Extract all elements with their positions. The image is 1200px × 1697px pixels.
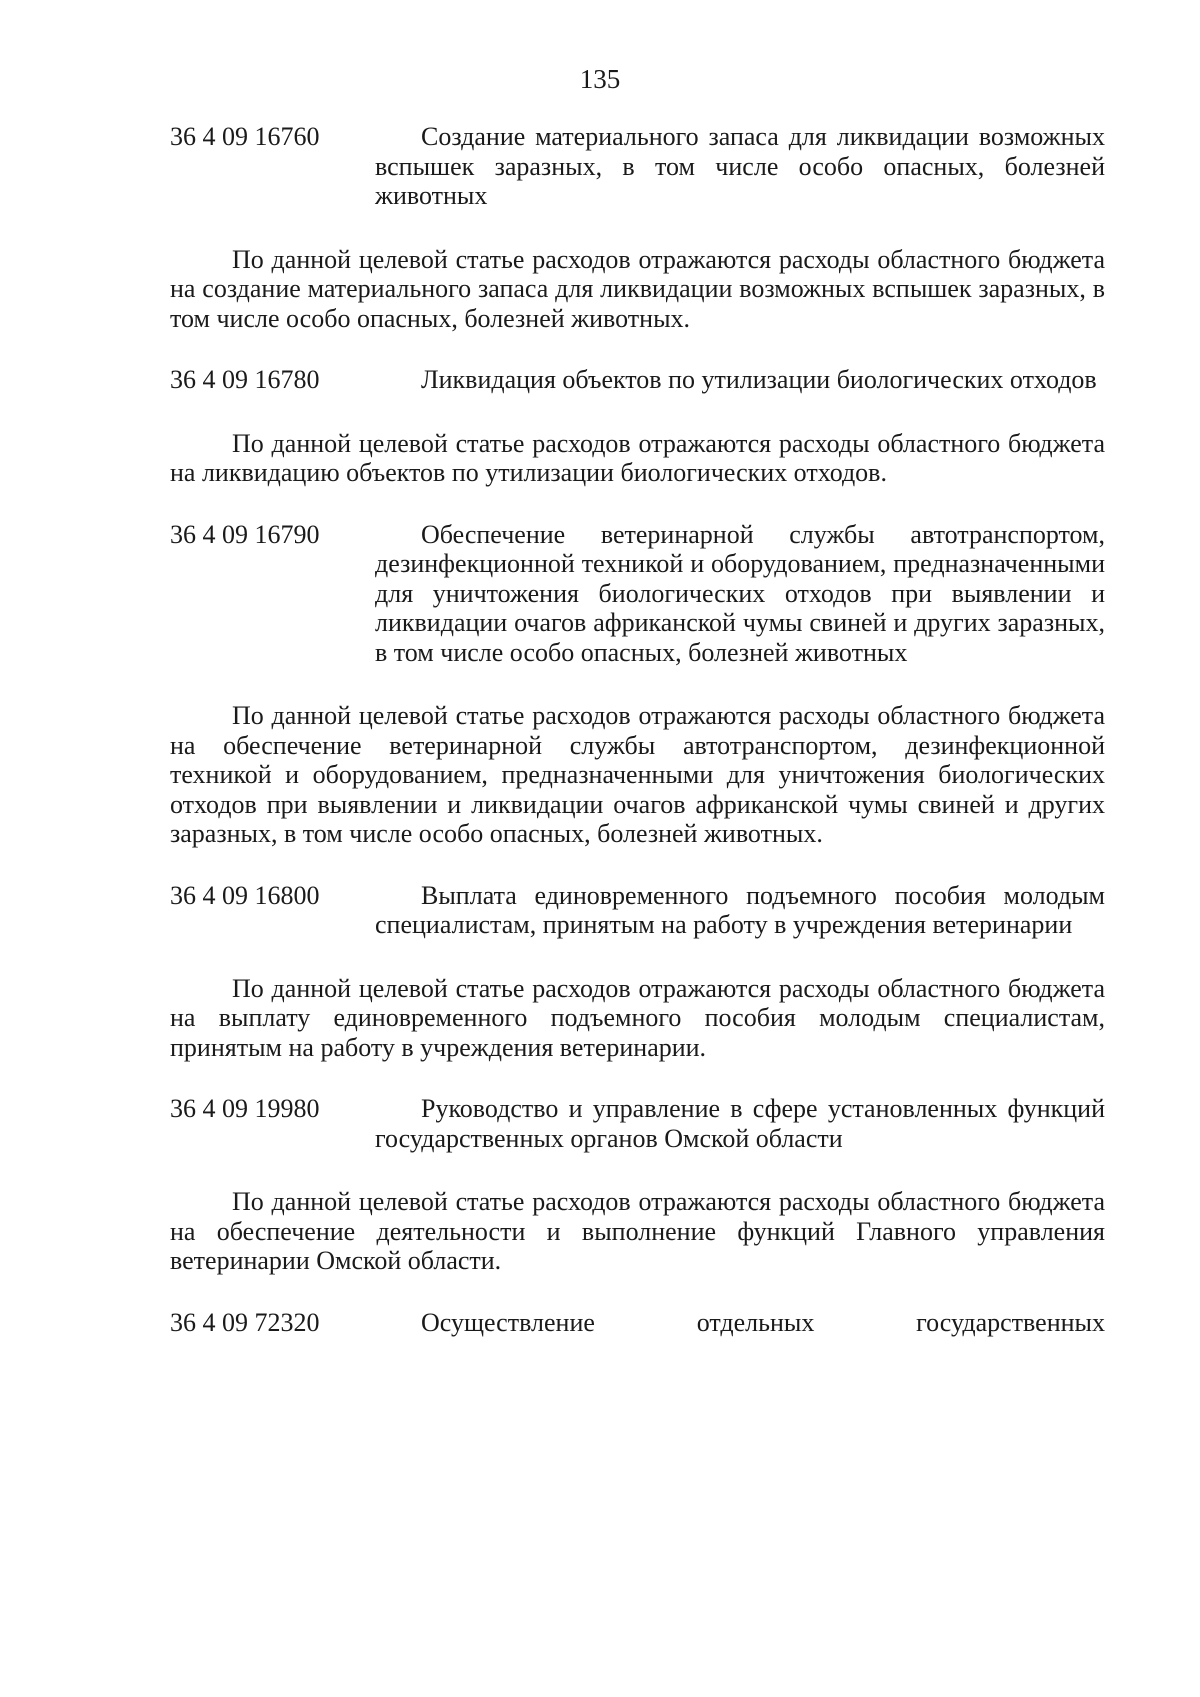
entry-title: Руководство и управление в сфере установленных функций государственных органов Омской области <box>375 1094 1105 1153</box>
budget-entry-heading <box>170 881 1105 940</box>
budget-entry-heading <box>170 1308 1105 1338</box>
page-number: 135 <box>579 64 621 94</box>
entry-code: 36 4 09 72320 <box>170 1307 320 1337</box>
entry-title: Создание материального запаса для ликвидации возможных вспышек заразных, в том числе особо опасных, болезней животных <box>375 122 1105 210</box>
entry-description: По данной целевой статье расходов отражаются расходы областного бюджета на выплату единовременного подъемного пособия молодым специалистам, принятым на работу в учреждения ветеринарии. <box>170 973 1105 1062</box>
budget-entry-heading <box>170 365 1105 395</box>
budget-entry-heading <box>170 122 1105 211</box>
entry-description: По данной целевой статье расходов отражаются расходы областного бюджета на обеспечение ветеринарной службы автотранспортом, дезинфекционной техникой и оборудованием, предназначенными для уничтожения биологических отходов при выявлении и ликвидации очагов африканской чумы свиней и других заразных, в том числе особо опасных, болезней животных. <box>170 701 1105 848</box>
budget-entry-heading <box>170 1094 1105 1153</box>
entry-description: По данной целевой статье расходов отражаются расходы областного бюджета на обеспечение деятельности и выполнение функций Главного управления ветеринарии Омской области. <box>170 1187 1105 1275</box>
entry-code: 36 4 09 16760 <box>170 122 320 151</box>
entry-title: Осуществление отдельных государственных <box>421 1307 1105 1337</box>
entry-code: 36 4 09 16780 <box>170 365 320 394</box>
entry-title: Обеспечение ветеринарной службы автотранспортом, дезинфекционной техникой и оборудованием, предназначенными для уничтожения биологических отходов при выявлении и ликвидации очагов африканской чумы свиней и других заразных, в том числе особо опасных, болезней животных <box>375 519 1105 667</box>
entry-title: Выплата единовременного подъемного пособия молодым специалистам, принятым на работу в учреждения ветеринарии <box>375 880 1105 939</box>
entry-title: Ликвидация объектов по утилизации биологических отходов <box>421 365 1097 394</box>
entry-code: 36 4 09 16800 <box>170 880 320 910</box>
budget-entry-heading <box>170 520 1105 668</box>
document-body <box>170 122 1105 1337</box>
entry-code: 36 4 09 19980 <box>170 1094 320 1123</box>
entry-description: По данной целевой статье расходов отражаются расходы областного бюджета на создание материального запаса для ликвидации возможных вспышек заразных, в том числе особо опасных, болезней животных. <box>170 244 1105 333</box>
entry-description: По данной целевой статье расходов отражаются расходы областного бюджета на ликвидацию объектов по утилизации биологических отходов. <box>170 428 1105 487</box>
entry-code: 36 4 09 16790 <box>170 519 320 549</box>
